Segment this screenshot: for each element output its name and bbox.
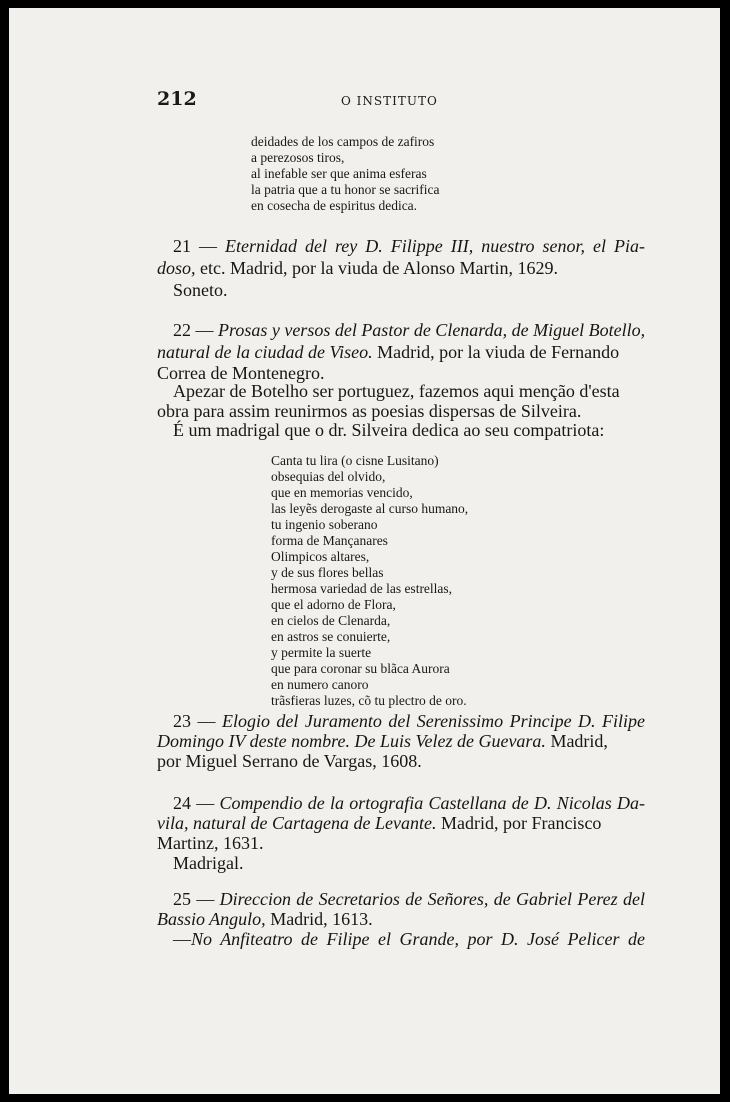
poem-line: las leyẽs derogaste al curso humano, [271, 501, 469, 516]
poem-line: en cosecha de espiritus dedica. [251, 198, 418, 213]
entry-line [173, 320, 645, 341]
book-page [9, 8, 720, 1094]
entry-imprint: Madrid, por la viuda de Fernando [372, 342, 620, 362]
entry-title: Elogio del Juramento del Serenissimo Principe D. Filipe [221, 711, 646, 731]
entry-title: Compendio de la ortografia Castellana de D. Nicolas Da- [219, 793, 646, 813]
poem-line: y de sus flores bellas [271, 565, 384, 580]
poem-line: Olimpicos altares, [271, 549, 370, 564]
entry-line: por Miguel Serrano de Vargas, 1608. [157, 751, 422, 771]
entry-number: 23 — [173, 711, 216, 731]
poem-line: deidades de los campos de zafiros [251, 134, 435, 149]
entry-line [173, 236, 645, 257]
entry-line [157, 342, 619, 363]
entry-title: vila, natural de Cartagena de Levante. [157, 813, 437, 833]
poem-line: la patria que a tu honor se sacrifica [251, 182, 440, 197]
paragraph-line: É um madrigal que o dr. Silveira dedica ao seu compatriota: [173, 420, 605, 440]
poem-line: Canta tu lira (o cisne Lusitano) [271, 453, 439, 468]
entry-imprint: etc. Madrid, por la viuda de Alonso Martin, 1629. [195, 258, 558, 278]
entry-title: Bassio Angulo, [157, 909, 266, 929]
entry-title: Direccion de Secretarios de Señores, de Gabriel Perez del [219, 889, 645, 909]
entry-title: No Anfiteatro de Filipe el Grande, por D. José Pelicer de [191, 929, 645, 949]
entry-line [173, 929, 645, 950]
poem-line: hermosa variedad de las estrellas, [271, 581, 453, 596]
entry-title: doso, [157, 258, 196, 278]
entry-note: Madrigal. [173, 853, 244, 873]
entry-line [173, 793, 645, 814]
running-title: O INSTITUTO [341, 94, 438, 108]
entry-imprint: Madrid, 1613. [265, 909, 373, 929]
poem-line: en numero canoro [271, 677, 369, 692]
poem-line: tu ingenio soberano [271, 517, 378, 532]
poem-line: que el adorno de Flora, [271, 597, 396, 612]
poem-line: en astros se conuierte, [271, 629, 391, 644]
entry-dash: — [173, 929, 191, 949]
entry-number: 21 — [173, 236, 217, 256]
poem-line: que para coronar su blãca Aurora [271, 661, 450, 676]
poem-line: trãsfieras luzes, cõ tu plectro de oro. [271, 693, 467, 708]
paragraph-line: Apezar de Botelho ser portuguez, fazemos aqui menção d'esta [173, 381, 620, 401]
poem-line: forma de Mançanares [271, 533, 388, 548]
entry-line: Martinz, 1631. [157, 833, 264, 853]
page-number: 212 [157, 88, 197, 110]
entry-line [157, 258, 558, 279]
entry-imprint: Madrid, por Francisco [436, 813, 602, 833]
entry-line [157, 813, 601, 834]
entry-line: Correa de Montenegro. [157, 363, 325, 383]
entry-line [157, 731, 608, 752]
entry-line [173, 711, 645, 732]
poem-line: a perezosos tiros, [251, 150, 345, 165]
entry-title: Prosas y versos del Pastor de Clenarda, de Miguel Botello, [218, 320, 646, 340]
entry-number: 24 — [173, 793, 215, 813]
entry-line [157, 909, 373, 930]
entry-title: Eternidad del rey D. Filippe III, nuestro senor, el Pia- [225, 236, 646, 256]
entry-line [173, 889, 645, 910]
entry-title: natural de la ciudad de Viseo. [157, 342, 373, 362]
entry-number: 25 — [173, 889, 215, 909]
entry-note: Soneto. [173, 280, 228, 300]
entry-title: Domingo IV deste nombre. De Luis Velez de Guevara. [157, 731, 546, 751]
poem-line: obsequias del olvido, [271, 469, 386, 484]
poem-line: al inefable ser que anima esferas [251, 166, 427, 181]
entry-imprint: Madrid, [545, 731, 608, 751]
paragraph-line: obra para assim reunirmos as poesias dispersas de Silveira. [157, 401, 582, 421]
poem-line: en cielos de Clenarda, [271, 613, 391, 628]
poem-line: que en memorias vencido, [271, 485, 413, 500]
entry-number: 22 — [173, 320, 214, 340]
poem-line: y permite la suerte [271, 645, 372, 660]
